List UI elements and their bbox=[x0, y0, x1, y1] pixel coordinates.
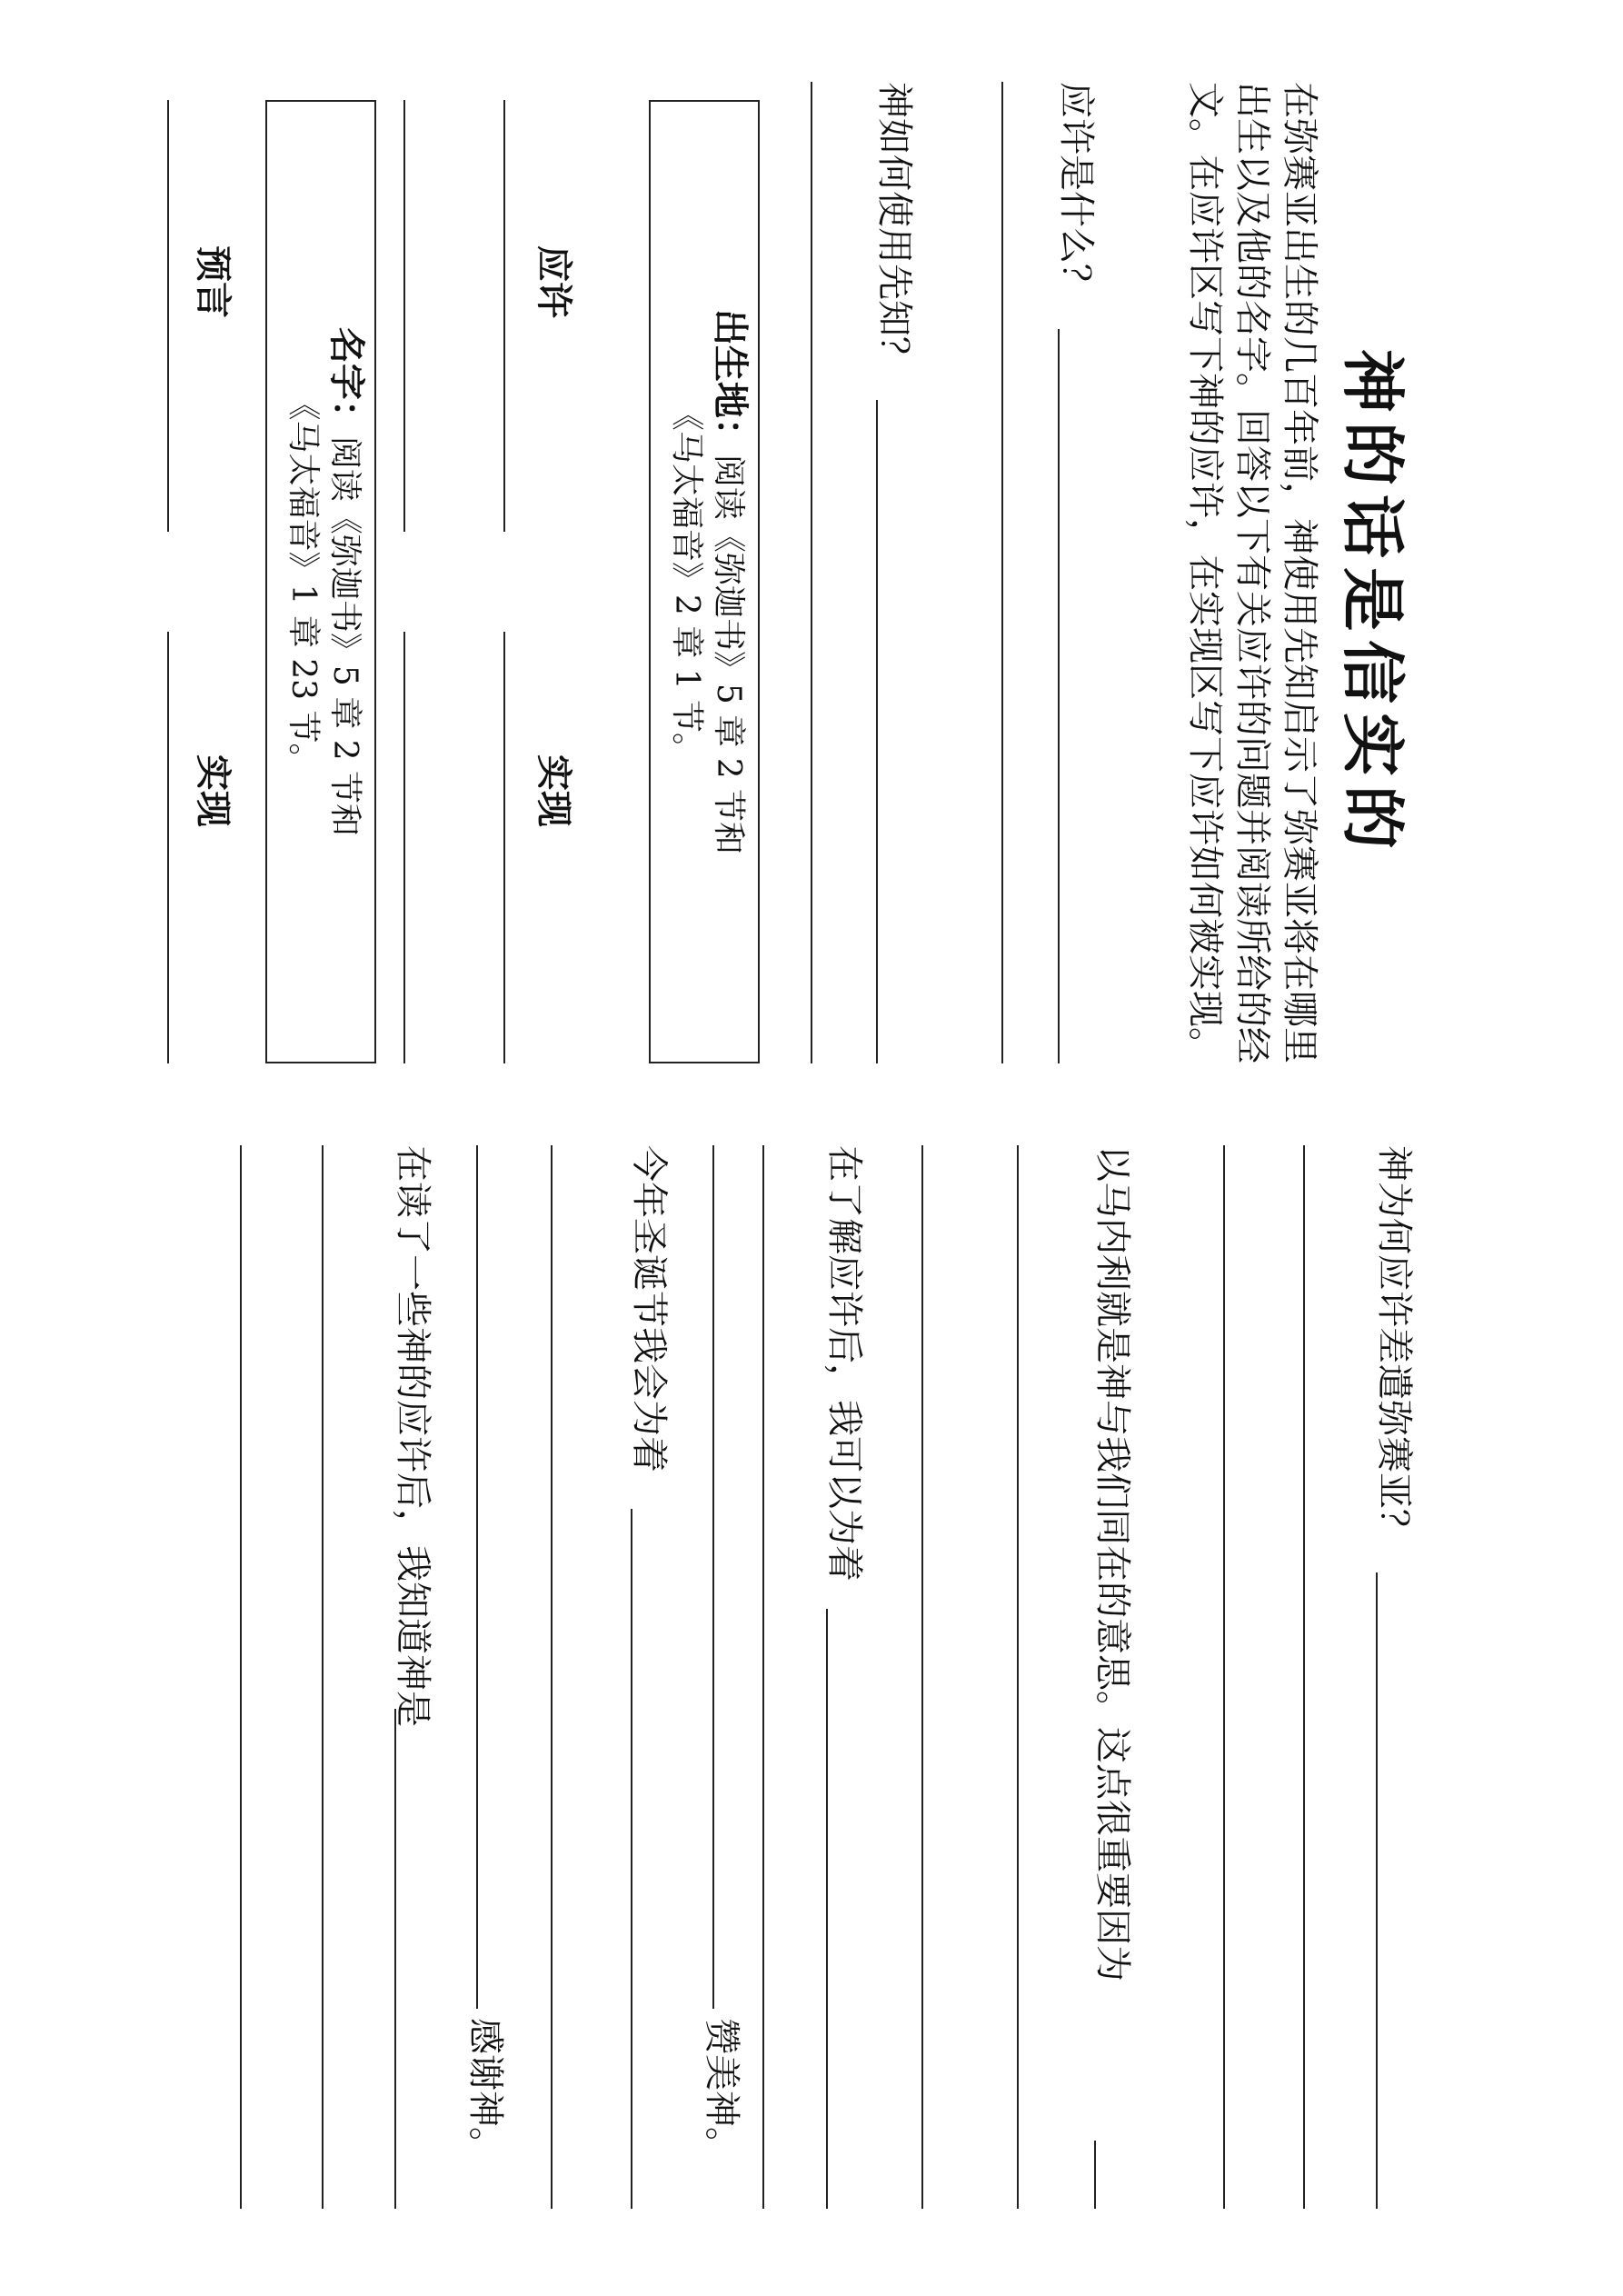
name-label: 名字： bbox=[325, 326, 368, 436]
column-head-prophecy: 预言 bbox=[192, 245, 234, 318]
left-panel bbox=[0, 0, 1623, 1118]
answer-line[interactable] bbox=[1094, 2141, 1096, 2209]
birthplace-ref-line1: 阅读《弥迦书》5 章 2 节和 bbox=[710, 454, 747, 855]
answer-line[interactable] bbox=[394, 1709, 396, 2209]
answer-line[interactable] bbox=[811, 82, 812, 1063]
statement-after-learn: 在了解应许后，我可以为着 bbox=[823, 1145, 865, 1582]
thanks-end-text: 感谢神。 bbox=[464, 2018, 506, 2163]
birthplace-promise-line[interactable] bbox=[503, 100, 505, 532]
column-head-promise: 应许 bbox=[533, 245, 575, 318]
answer-line[interactable] bbox=[551, 1145, 553, 2209]
right-panel bbox=[0, 1118, 1623, 2296]
name-reference-box bbox=[265, 100, 376, 1063]
answer-line[interactable] bbox=[476, 1145, 478, 2009]
answer-line[interactable] bbox=[762, 1145, 764, 2209]
praise-end-text: 赞美神。 bbox=[701, 2018, 742, 2163]
name-fulfillment-line[interactable] bbox=[167, 632, 169, 1063]
name-ref-line2: 《马太福音》1 章 23 节。 bbox=[284, 387, 322, 776]
question-what-promise: 应许是什么？ bbox=[1055, 82, 1097, 300]
birthplace-fulfillment-line[interactable] bbox=[403, 632, 405, 1063]
answer-line[interactable] bbox=[921, 1145, 923, 2209]
page-title: 神的话是信实的 bbox=[1335, 349, 1410, 858]
answer-line[interactable] bbox=[1058, 329, 1060, 1063]
answer-line[interactable] bbox=[1017, 1145, 1019, 2209]
name-prophecy-line[interactable] bbox=[167, 100, 169, 532]
answer-line[interactable] bbox=[1001, 82, 1003, 1063]
answer-line[interactable] bbox=[240, 1145, 242, 2209]
question-how-prophets: 神如何使用先知？ bbox=[873, 82, 915, 373]
birthplace-label: 出生地： bbox=[709, 308, 752, 454]
answer-line[interactable] bbox=[322, 1145, 324, 2209]
answer-line[interactable] bbox=[712, 1145, 714, 2009]
intro-paragraph: 在弥赛亚出生的几百年前，神使用先知启示了弥赛亚将在哪里出生以及他的名字。回答以下有关应许的问题并阅读所给的经文。在应许区写下神的应许，在实现区写下应许如何被实现。 bbox=[1184, 82, 1320, 1063]
column-head-fulfillment-2: 实现 bbox=[192, 754, 234, 827]
answer-line[interactable] bbox=[1303, 1145, 1305, 2209]
question-why-promise: 神为何应许差遣弥赛亚？ bbox=[1373, 1145, 1415, 1545]
birthplace-fulfillment-line[interactable] bbox=[503, 632, 505, 1063]
statement-christmas: 今年圣诞节我会为着 bbox=[628, 1145, 670, 1472]
birthplace-promise-line[interactable] bbox=[403, 100, 405, 532]
answer-line[interactable] bbox=[1223, 1145, 1225, 2209]
column-head-fulfillment: 实现 bbox=[533, 754, 575, 827]
answer-line[interactable] bbox=[1376, 1572, 1378, 2209]
answer-line[interactable] bbox=[631, 1509, 632, 2209]
name-ref-line1: 阅读《弥迦书》5 章 2 节和 bbox=[326, 435, 363, 837]
birthplace-reference-box bbox=[649, 100, 760, 1063]
statement-after-read: 在读了一些神的应许后，我知道神是 bbox=[392, 1145, 433, 1727]
statement-immanuel: 以马内利就是神与我们同在的意思。这点很重要因为 bbox=[1091, 1145, 1133, 1982]
answer-line[interactable] bbox=[826, 1609, 828, 2209]
birthplace-ref-line2: 《马太福音》2 章 1 节。 bbox=[668, 397, 705, 766]
answer-line[interactable] bbox=[876, 400, 878, 1063]
